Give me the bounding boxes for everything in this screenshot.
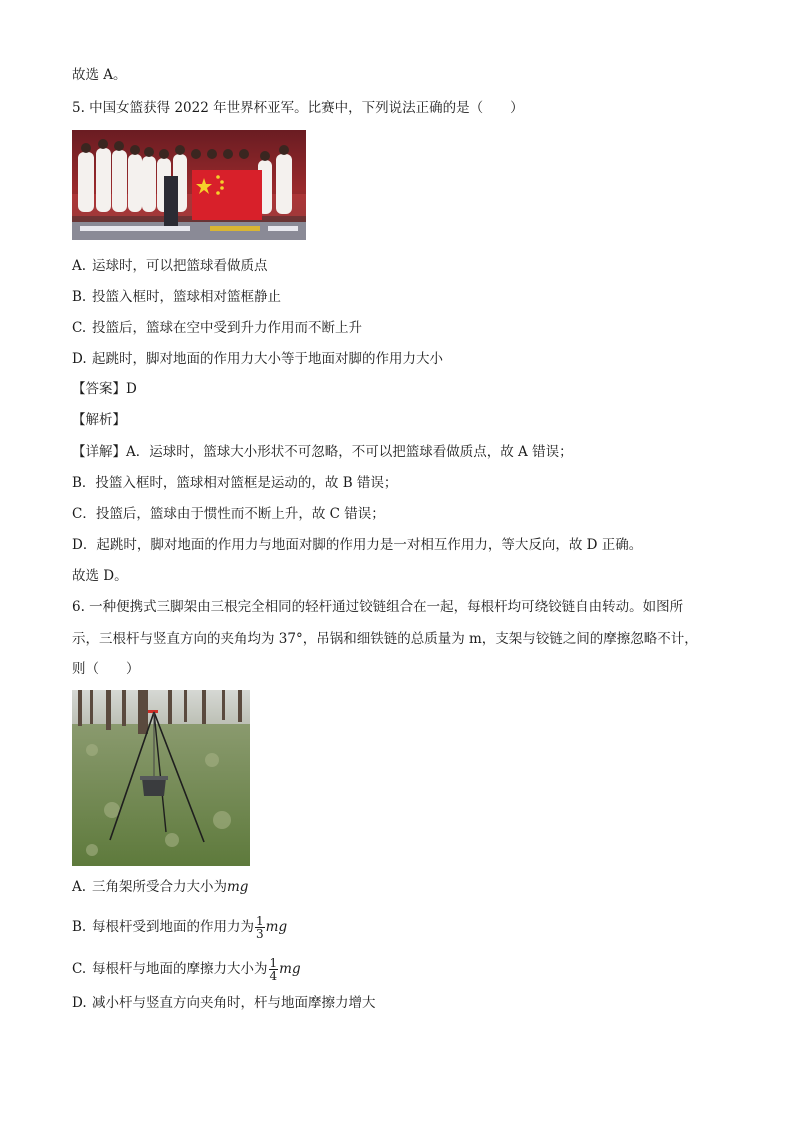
option-letter: D. bbox=[72, 995, 87, 1011]
fraction-denominator: 3 bbox=[256, 927, 264, 941]
option-letter: B. bbox=[72, 919, 87, 935]
option-letter: D. bbox=[72, 351, 87, 367]
q6-stem-line-3: 则（ ） bbox=[72, 661, 140, 677]
q6-stem-line-2: 示，三根杆与竖直方向的夹角均为 37°，吊锅和细铁链的总质量为 m，支架与铰链之间的摩擦忽略不计， bbox=[72, 631, 698, 647]
option-letter: A. bbox=[72, 879, 87, 895]
fraction-numerator: 1 bbox=[269, 956, 278, 970]
option-letter: C. bbox=[72, 320, 87, 336]
q5-detail-b: B．投篮入框时，篮球相对篮框是运动的，故 B 错误； bbox=[72, 475, 398, 491]
answer-label: 【答案】 bbox=[72, 381, 126, 397]
q6-option-c bbox=[72, 957, 301, 982]
option-text: 起跳时，脚对地面的作用力大小等于地面对脚的作用力大小 bbox=[92, 351, 443, 367]
q5-option-d bbox=[72, 350, 443, 368]
fraction bbox=[269, 957, 279, 982]
fraction bbox=[255, 915, 265, 940]
q5-answer bbox=[72, 380, 137, 398]
q6-stem-line-1: 6. 一种便携式三脚架由三根完全相同的轻杆通过铰链组合在一起，每根杆均可绕铰链自由转动。如图所 bbox=[72, 599, 684, 615]
tripod-pot-photo-svg bbox=[72, 690, 250, 866]
q5-stem: 5. 中国女篮获得 2022 年世界杯亚军。比赛中，下列说法正确的是（ ） bbox=[72, 100, 524, 116]
fraction-denominator: 4 bbox=[269, 969, 278, 983]
option-text: 投篮后，篮球在空中受到升力作用而不断上升 bbox=[92, 320, 362, 336]
q5-option-a bbox=[72, 257, 268, 275]
basketball-team-photo bbox=[72, 130, 306, 240]
q6-option-b bbox=[72, 915, 287, 940]
option-text: 每根杆受到地面的作用力为 bbox=[92, 919, 254, 935]
q5-detail-c: C．投篮后，篮球由于惯性而不断上升，故 C 错误； bbox=[72, 506, 385, 522]
option-var: mg bbox=[227, 879, 249, 895]
tripod-pot-photo bbox=[72, 690, 250, 866]
q5-detail-a: 【详解】A．运球时，篮球大小形状不可忽略，不可以把篮球看做质点，故 A 错误； bbox=[72, 444, 573, 460]
basketball-team-photo-svg bbox=[72, 130, 306, 240]
option-letter: A. bbox=[72, 258, 87, 274]
prev-conclusion: 故选 A。 bbox=[72, 67, 127, 83]
q5-conclusion: 故选 D。 bbox=[72, 568, 128, 584]
q6-option-a bbox=[72, 878, 248, 896]
fraction-numerator: 1 bbox=[256, 914, 264, 928]
q6-option-d bbox=[72, 994, 376, 1012]
option-text: 每根杆与地面的摩擦力大小为 bbox=[92, 961, 268, 977]
option-text: 运球时，可以把篮球看做质点 bbox=[92, 258, 268, 274]
q5-option-b bbox=[72, 288, 281, 306]
option-letter: B. bbox=[72, 289, 87, 305]
option-var: mg bbox=[265, 919, 288, 935]
option-letter: C. bbox=[72, 961, 87, 977]
option-text: 减小杆与竖直方向夹角时，杆与地面摩擦力增大 bbox=[92, 995, 376, 1011]
q5-detail-d: D．起跳时，脚对地面的作用力与地面对脚的作用力是一对相互作用力，等大反向，故 D 正确。 bbox=[72, 537, 643, 553]
option-text: 三角架所受合力大小为 bbox=[92, 879, 227, 895]
option-var: mg bbox=[279, 961, 301, 977]
answer-value: D bbox=[126, 381, 137, 397]
q5-option-c bbox=[72, 319, 362, 337]
option-text: 投篮入框时，篮球相对篮框静止 bbox=[92, 289, 281, 305]
q5-analysis-label: 【解析】 bbox=[72, 412, 126, 428]
